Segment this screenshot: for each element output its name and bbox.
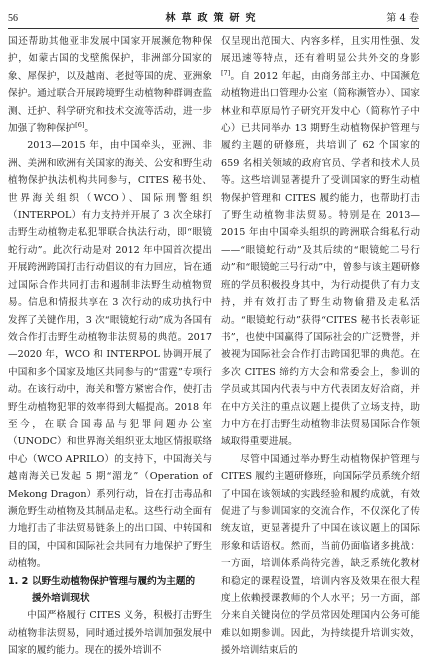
right-column	[221, 33, 420, 660]
section-title-line2: 援外培训现状	[32, 593, 90, 604]
volume-label: 第 4 卷	[386, 13, 419, 24]
running-header	[8, 10, 419, 29]
section-number: 1. 2	[8, 575, 29, 587]
paragraph: 尽管中国通过举办野生动植物保护管理与 CITES 履约主题研修班，向国际学员系统介绍了中国在该领域的实践经验和履约成就，有效促进了与参训国家的交流合作，不仅深化了传统友谊，更显著提升了中国在该议题上的国际形象和话语权。然而，当前仍面临诸多挑战：一方面，培训体系尚待完善，缺乏系统化教材和稳定的课程设置，培训内容及效果在很大程度上依赖授课教师的个人水平；另一方面，部分来自关键岗位的学员常因处理国内公务可能难以如期参训。因此，为持续提升培训实效，援外培训结束后的	[221, 453, 420, 657]
section-heading	[8, 573, 212, 608]
paragraph: 国还帮助其他亚非发展中国家开展濒危物种保护，如蒙古国的戈壁熊保护，非洲部分国家的象、犀保护，以及越南、老挝等国的虎、亚洲象保护。通过联合开展跨境野生动植物种群调查监测、迁护、科学研究和技术交流等活动，进一步加强了物种保护[6]。	[8, 36, 212, 135]
paragraph: 中国严格履行 CITES 义务，积极打击野生动植物非法贸易，同时通过援外培训加强发展中国家的履约能力。现在的援外培训不	[8, 610, 212, 657]
page-number: 56	[8, 13, 18, 24]
journal-title: 林草政策研究	[165, 13, 262, 24]
paragraph: 2013—2015 年，由中国牵头，亚洲、非洲、美洲和欧洲有关国家的海关、公安和野生动植物保护执法机构共同参与，CITES 秘书处、世界海关组织（WCO）、国际刑警组织（INTERPOL）有力支持并开展了 3 次全球打击野生动植物走私犯罪联合执法行动，即“眼镜蛇行动”。此次行动是对 2012 年中国首次提出开展跨洲跨国打击行动倡议的有力回应，旨在通过国际合作共同打击和遏制非法野生动植物贸易。信息和情报共享在 3 次行动的成功执行中发挥了关键作用，3 次“眼镜蛇行动”成为各国有效合作打击野生动植物非法贸易的典范。2017—2020 年，WCO 和 INTERPOL 协调开展了中国和多个国家及地区共同参与的“雷霆”专项行动。在该行动中，海关和警方紧密合作，使打击野生动植物犯罪的效率得到大幅提高。2018 年至今，在联合国毒品与犯罪问题办公室（UNODC）和世界海关组织亚太地区情报联络中心（WCO APRILO）的支持下，中国海关与越南海关已发起 5 期“湄龙”（Operation of Mekong Dragon）系列行动，旨在打击毒品和濒危野生动植物及其制品走私。这些行动全面有力地打击了非法贸易链条上的出口国、中转国和目的国，中国和国际社会共同有力地保护了野生动植物。	[8, 140, 212, 570]
paragraph: 仅呈现出范围大、内容多样，且实用性强、发展迅速等特点，还有着明显公共外交的身影[7]。自 2012 年起，由商务部主办、中国濒危动植物进出口管理办公室（简称濒管办）、国家林业和草原局竹子研究开发中心（简称竹子中心）已共同举办 13 期野生动植物保护管理与履约主题的研修班，共培训了 62 个国家的 659 名相关领域的政府官员、学者和技术人员等。这些培训显著提升了受训国家的野生动植物保护管理和 CITES 履约能力，也帮助打击了野生动植物非法贸易。特别是在 2013—2015 年由中国牵头组织的跨洲联合缉私行动——“眼镜蛇行动”及其后续的“眼镜蛇二号行动”和“眼镜蛇三号行动”中，曾参与该主题研修班的学员积极投身其中，为行动提供了有力支持，并有效打击了野生动物偷猎及走私活动。“眼镜蛇行动”获得“CITES 秘书长表彰证书”，也使中国赢得了国际社会的广泛赞誉，并被视为国际社会合作打击跨国犯罪的典范。在多次 CITES 缔约方大会和常委会上，参训的学员或其国内代表与中方代表团友好洽商，并在中方关注的重点议题上提供了立场支持，助力中方在打击野生动植物非法贸易国际合作领域取得重要进展。	[221, 36, 420, 448]
citation-ref: [6]	[75, 120, 85, 129]
left-column	[8, 33, 212, 660]
section-title-line1: 以野生动植物保护管理与履约为主题的	[32, 575, 196, 587]
citation-ref: [7]	[221, 68, 231, 77]
